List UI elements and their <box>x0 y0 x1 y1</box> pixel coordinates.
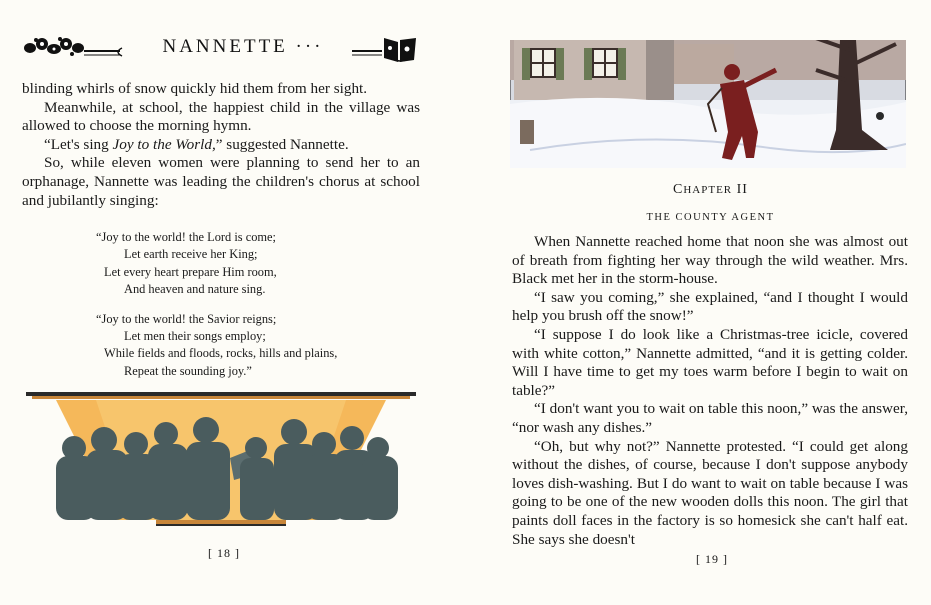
chapter-label: HAPTER <box>683 184 733 196</box>
page-number: [ 18 ] <box>208 546 240 560</box>
running-head-title: NANNETTE <box>162 36 288 57</box>
quote-close: ” suggested Nannette. <box>215 135 349 153</box>
chapter-heading <box>490 182 931 198</box>
hymn-verses <box>96 229 396 380</box>
right-body-text <box>512 233 908 549</box>
verse-line: While fields and floods, rocks, hills and plains, <box>104 346 338 361</box>
chapter-prefix: C <box>673 182 684 197</box>
paragraph: Meanwhile, at school, the happiest child in the village was allowed to choose the morning hymn. <box>22 98 420 135</box>
verse-line: Repeat the sounding joy.” <box>124 363 252 378</box>
chapter-number: II <box>736 182 748 197</box>
snow-scene-illustration <box>510 40 906 168</box>
chapter-title: THE COUNTY AGENT <box>646 212 775 223</box>
paragraph <box>22 136 420 155</box>
left-page <box>0 0 440 605</box>
paragraph: When Nannette reached home that noon she was almost out of breath from fighting her way through the wild weather. Mrs. Black met her in the storm-house. <box>512 233 908 288</box>
running-head <box>22 30 418 66</box>
paragraph: So, while eleven women were planning to send her to an orphanage, Nannette was leading the children's chorus at school and jubilantly singing: <box>22 154 420 209</box>
verse-line: Let men their songs employ; <box>124 329 266 344</box>
right-page <box>490 0 931 605</box>
choir-illustration <box>26 388 416 530</box>
verse-line: Let every heart prepare Him room, <box>104 264 277 279</box>
paragraph: blinding whirls of snow quickly hid them from her sight. <box>22 80 368 97</box>
hymn-title: Joy to the World, <box>112 135 216 153</box>
verse-line: Let earth receive her King; <box>124 247 258 262</box>
page-number: [ 19 ] <box>696 552 728 566</box>
verse-line: “Joy to the world! the Savior reigns; <box>96 311 277 326</box>
quote-open: “Let's sing <box>44 135 113 153</box>
paragraph: “I suppose I do look like a Christmas-tree icicle, covered with white cotton,” Nannette admitted, “and it is getting colder. Will I have time to get my toes warm before I begin to wait on table?” <box>512 325 908 399</box>
verse-line: “Joy to the world! the Lord is come; <box>96 230 276 244</box>
paragraph: “I saw you coming,” she explained, “and I thought I would help you brush off the snow!” <box>512 288 908 325</box>
paragraph: “Oh, but why not?” Nannette protested. “I could get along without the dishes, of course, because I don't suppose anybody loves dish-washing. But I do want to wait on table because I was going to be one of the new wooden dolls this noon. The girl that paints doll faces in the factory is so homesick she can't half eat. She says she doesn't <box>512 437 908 548</box>
left-body-text <box>22 80 420 210</box>
paragraph: “I don't want you to wait on table this noon,” was the answer, “nor wash any dishes.” <box>512 400 908 436</box>
running-head-dots: ··· <box>295 36 324 57</box>
verse-line: And heaven and nature sing. <box>124 282 266 297</box>
